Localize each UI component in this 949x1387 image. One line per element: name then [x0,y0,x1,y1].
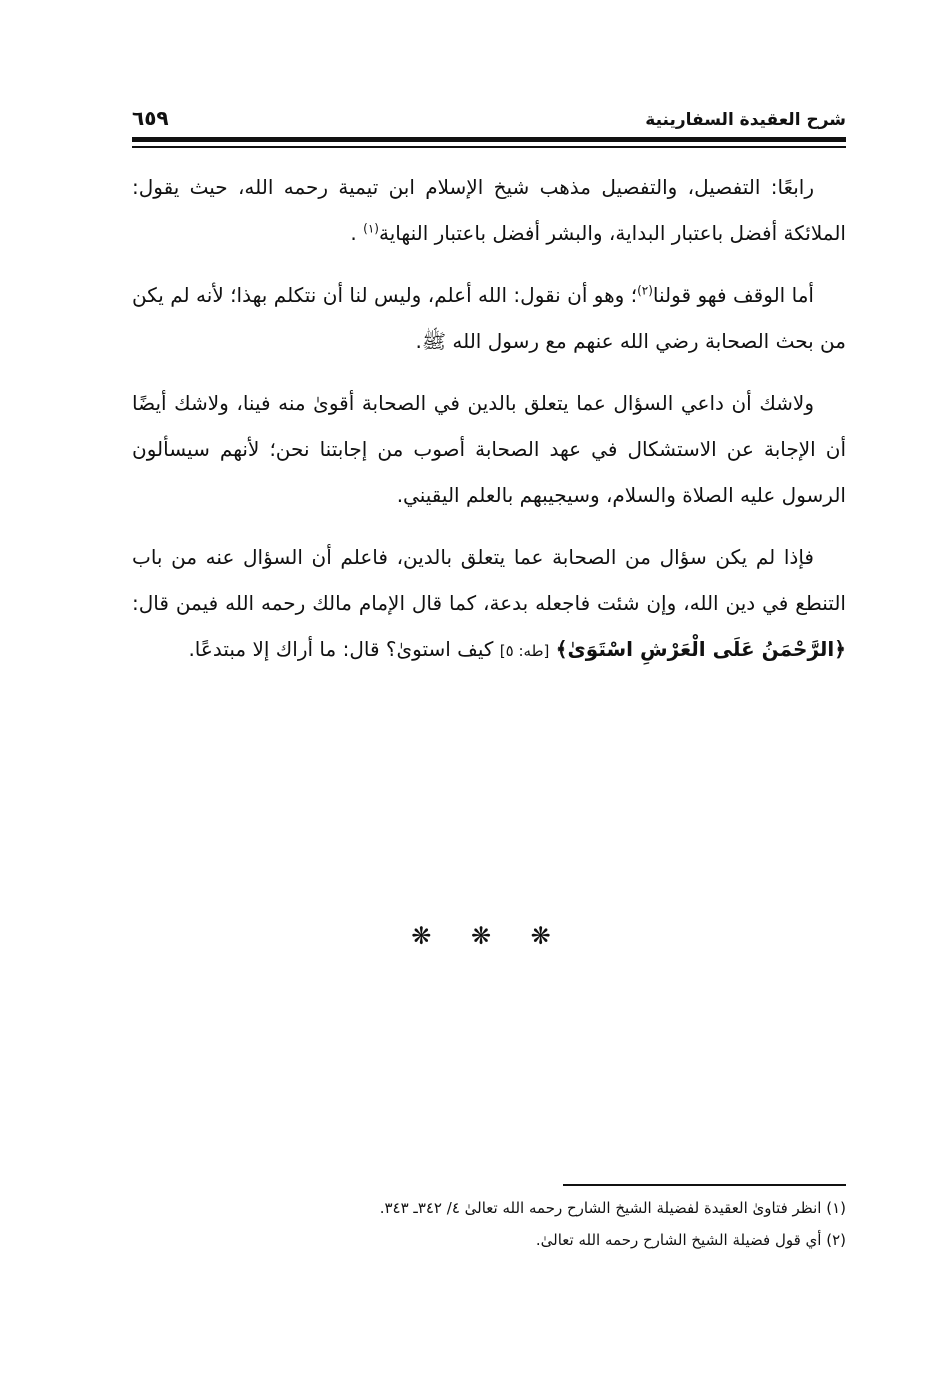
header-rule-thick [132,137,846,142]
verse-reference: [طه: ٥] [499,642,550,660]
paragraph-2 [132,272,846,364]
paragraph-1-text: رابعًا: التفصيل، والتفصيل مذهب شيخ الإسلام ابن تيمية رحمه الله، حيث يقول: الملائكة أفضل باعتبار البداية، والبشر أفضل باعتبار النهاية [132,175,846,245]
paragraph-4-text-b: كيف استوىٰ؟ قال: ما أراك إلا مبتدعًا. [188,637,494,661]
section-separator: ❋ ❋ ❋ [411,922,567,950]
header-rule-thin [132,146,846,148]
paragraph-1 [132,164,846,256]
page-number: ٦٥٩ [132,106,169,130]
paragraph-3: ولاشك أن داعي السؤال عما يتعلق بالدين في الصحابة أقوىٰ منه فينا، ولاشك أيضًا أن الإجابة عن الاستشكال في عهد الصحابة أصوب من إجابتنا نحن؛ لأنهم سيسألون الرسول عليه الصلاة والسلام، وسيجيبهم بالعلم اليقيني. [132,391,846,507]
paragraph-2-text-b: ؛ وهو أن نقول: الله أعلم، وليس لنا أن نتكلم بهذا؛ لأنه لم يكن من بحث الصحابة رضي الله عنهم مع رسول الله ﷺ. [132,283,846,353]
paragraph-1-end: . [350,221,357,245]
footnote-1: (١) انظر فتاوىٰ العقيدة لفضيلة الشيخ الشارح رحمه الله تعالىٰ ٤/ ٣٤٢ـ ٣٤٣. [379,1199,846,1217]
footnote-rule [563,1184,846,1186]
paragraph-4-text-a: فإذا لم يكن سؤال من الصحابة عما يتعلق بالدين، فاعلم أن السؤال عنه من باب التنطع في دين الله، وإن شئت فاجعله بدعة، كما قال الإمام مالك رحمه الله فيمن قال: [132,545,846,615]
footnotes [132,1192,846,1256]
footnote-mark-1: (١) [363,221,379,236]
quran-verse: ﴿الرَّحْمَنُ عَلَى الْعَرْشِ اسْتَوَىٰ﴾ [555,637,846,661]
body-text [132,164,846,690]
paragraph-2-text-a: أما الوقف فهو قولنا [652,283,814,307]
footnote-mark-2: (٢) [637,283,653,298]
footnote-2: (٢) أي قول فضيلة الشيخ الشارح رحمه الله تعالىٰ. [535,1231,846,1249]
paragraph-4 [132,534,846,674]
running-title: شرح العقيدة السفارينية [645,110,846,130]
page-header [132,100,846,130]
